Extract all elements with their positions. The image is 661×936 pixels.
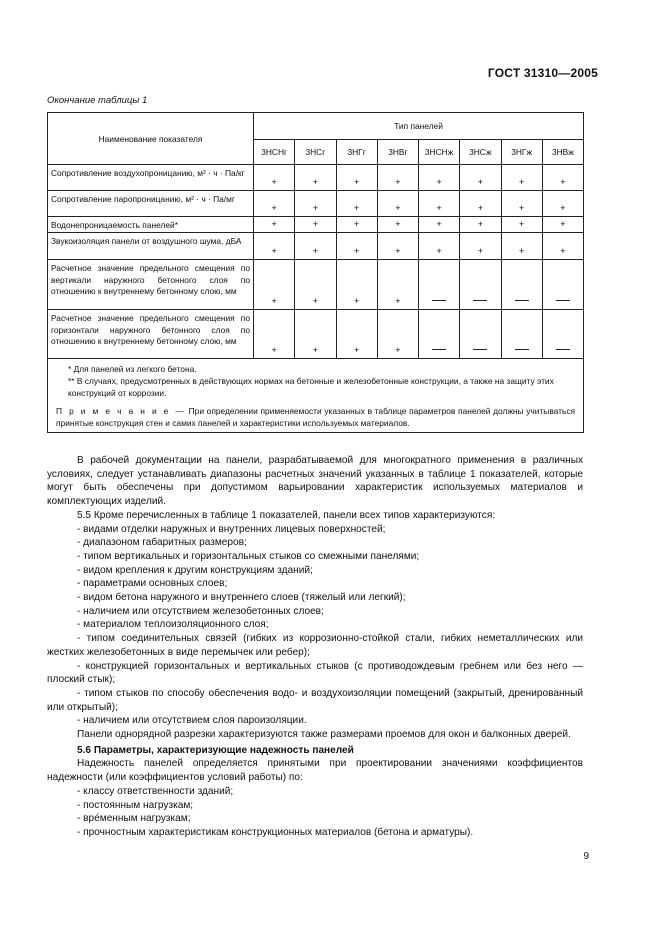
row-label: Расчетное значение предельного смещения по вертикали наружного бетонного слоя по отношению к внутреннему бетонному слою, мм bbox=[48, 260, 254, 310]
type-header: 3НГг bbox=[336, 140, 377, 165]
type-header: 3НСг bbox=[295, 140, 336, 165]
table-body bbox=[48, 165, 584, 359]
page-number: 9 bbox=[583, 851, 589, 862]
parameters-table bbox=[47, 112, 584, 433]
applicable-mark: + bbox=[254, 260, 295, 310]
applicable-mark: + bbox=[542, 217, 583, 233]
section-heading: 5.6 Параметры, характеризующие надежность панелей bbox=[77, 744, 354, 756]
type-header: 3НСНг bbox=[254, 140, 295, 165]
not-applicable-mark bbox=[501, 260, 542, 310]
row-label: Сопротивление воздухопроницанию, м² · ч · Па/кг bbox=[48, 165, 254, 191]
applicable-mark: + bbox=[542, 233, 583, 260]
applicable-mark: + bbox=[419, 191, 460, 217]
body-text bbox=[47, 454, 583, 840]
dash-mark bbox=[556, 300, 570, 301]
table-row bbox=[48, 310, 584, 359]
dash-mark bbox=[473, 349, 487, 350]
table-row bbox=[48, 260, 584, 310]
applicable-mark: + bbox=[254, 191, 295, 217]
dash-mark bbox=[515, 300, 529, 301]
applicable-mark: + bbox=[336, 191, 377, 217]
applicable-mark: + bbox=[295, 165, 336, 191]
applicable-mark: + bbox=[377, 191, 418, 217]
table-row bbox=[48, 191, 584, 217]
applicable-mark: + bbox=[295, 191, 336, 217]
applicable-mark: + bbox=[377, 165, 418, 191]
reliability-list bbox=[47, 785, 583, 840]
row-label: Сопротивление паропроницанию, м² · ч · Па/мг bbox=[48, 191, 254, 217]
table-notes bbox=[48, 359, 584, 433]
applicable-mark: + bbox=[295, 310, 336, 359]
footnote-1: * Для панелей из легкого бетона. bbox=[68, 364, 197, 374]
applicable-mark: + bbox=[336, 260, 377, 310]
column-header-name: Наименование показателя bbox=[48, 113, 254, 165]
list-item: - наличием или отсутствием железобетонных слоев; bbox=[77, 605, 324, 617]
applicable-mark: + bbox=[377, 217, 418, 233]
table-caption: Окончание таблицы 1 bbox=[47, 95, 148, 106]
table-row bbox=[48, 165, 584, 191]
applicable-mark: + bbox=[254, 165, 295, 191]
table-note bbox=[56, 405, 575, 429]
table-row bbox=[48, 233, 584, 260]
type-header: 3НСж bbox=[460, 140, 501, 165]
applicable-mark: + bbox=[377, 233, 418, 260]
note-label: П р и м е ч а н и е — bbox=[56, 406, 186, 416]
applicable-mark: + bbox=[336, 217, 377, 233]
list-item: - видами отделки наружных и внутренних лицевых поверхностей; bbox=[77, 523, 386, 535]
applicable-mark: + bbox=[295, 217, 336, 233]
clause-5-5: 5.5 Кроме перечисленных в таблице 1 показателей, панели всех типов характеризуются: bbox=[77, 509, 496, 521]
applicable-mark: + bbox=[460, 165, 501, 191]
paragraph: Надежность панелей определяется принятыми при проектировании значениями коэффициентов надежности (или коэффициентов условий работы) по: bbox=[47, 758, 583, 784]
applicable-mark: + bbox=[419, 217, 460, 233]
applicable-mark: + bbox=[295, 233, 336, 260]
dash-mark bbox=[432, 349, 446, 350]
not-applicable-mark bbox=[542, 260, 583, 310]
list-item: - диапазоном габаритных размеров; bbox=[77, 537, 247, 549]
paragraph: Панели однорядной разрезки характеризуются также размерами проемов для окон и балконных дверей. bbox=[77, 729, 571, 741]
list-item: - параметрами основных слоев; bbox=[77, 578, 228, 590]
applicable-mark: + bbox=[336, 233, 377, 260]
type-header: 3НСНж bbox=[419, 140, 460, 165]
applicable-mark: + bbox=[254, 217, 295, 233]
list-item: - типом стыков по способу обеспечения водо- и воздухоизоляции помещений (закрытый, дренированный или открытый); bbox=[47, 687, 583, 713]
note-text: При определении применяемости указанных в таблице параметров панелей должны учитываться принятые конструкция стен и самих панелей и характеристики используемых материалов. bbox=[56, 406, 576, 428]
applicable-mark: + bbox=[460, 191, 501, 217]
applicable-mark: + bbox=[460, 233, 501, 260]
column-group-header: Тип панелей bbox=[254, 113, 584, 140]
list-item: - видом бетона наружного и внутреннего слоев (тяжелый или легкий); bbox=[77, 592, 406, 604]
not-applicable-mark bbox=[501, 310, 542, 359]
list-item: - материалом теплоизоляционного слоя; bbox=[77, 619, 269, 631]
applicable-mark: + bbox=[336, 165, 377, 191]
applicable-mark: + bbox=[419, 165, 460, 191]
applicable-mark: + bbox=[501, 217, 542, 233]
dash-mark bbox=[473, 300, 487, 301]
type-header: 3НВж bbox=[542, 140, 583, 165]
type-header: 3НГж bbox=[501, 140, 542, 165]
row-label: Расчетное значение предельного смещения по горизонтали наружного бетонного слоя по отношению к внутреннему бетонному слою, мм bbox=[48, 310, 254, 359]
dash-mark bbox=[515, 349, 529, 350]
applicable-mark: + bbox=[542, 165, 583, 191]
list-item: - типом вертикальных и горизонтальных стыков со смежными панелями; bbox=[77, 550, 420, 562]
applicable-mark: + bbox=[542, 191, 583, 217]
applicable-mark: + bbox=[419, 233, 460, 260]
applicable-mark: + bbox=[501, 191, 542, 217]
applicable-mark: + bbox=[254, 233, 295, 260]
applicable-mark: + bbox=[336, 310, 377, 359]
list-item: - видом крепления к другим конструкциям зданий; bbox=[77, 564, 313, 576]
applicable-mark: + bbox=[501, 233, 542, 260]
applicable-mark: + bbox=[254, 310, 295, 359]
list-item: - конструкцией горизонтальных и вертикальных стыков (с противодождевым гребнем или без него — плоский стык); bbox=[47, 660, 583, 686]
applicable-mark: + bbox=[377, 260, 418, 310]
row-label: Водонепроницаемость панелей* bbox=[48, 217, 254, 233]
applicable-mark: + bbox=[460, 217, 501, 233]
dash-mark bbox=[556, 349, 570, 350]
list-item: - типом соединительных связей (гибких из коррозионно-стойкой стали, гибких неметаллических или жестких железобетонных в виде перемычек или ребер); bbox=[47, 633, 583, 658]
applicable-mark: + bbox=[501, 165, 542, 191]
footnote-2: ** В случаях, предусмотренных в действующих нормах на бетонные и железобетонные конструкции, а также на защиту этих конструкций от коррозии. bbox=[68, 376, 554, 398]
list-item: - постоянным нагрузкам; bbox=[77, 799, 194, 811]
characteristics-list-continued bbox=[47, 632, 583, 714]
characteristics-list bbox=[47, 523, 583, 633]
not-applicable-mark bbox=[419, 260, 460, 310]
not-applicable-mark bbox=[419, 310, 460, 359]
not-applicable-mark bbox=[460, 310, 501, 359]
list-item: - вре́менным нагрузкам; bbox=[77, 813, 191, 825]
row-label: Звукоизоляция панели от воздушного шума, дБА bbox=[48, 233, 254, 260]
not-applicable-mark bbox=[460, 260, 501, 310]
applicable-mark: + bbox=[295, 260, 336, 310]
paragraph: В рабочей документации на панели, разрабатываемой для многократного применения в различных условиях, следует устанавливать диапазоны расчетных значений указанных в таблице 1 показателей, которые могут быть обеспечены при допустимом варьировании характеристик используемых материалов и комплектующих изделий. bbox=[47, 455, 583, 508]
not-applicable-mark bbox=[542, 310, 583, 359]
table-row bbox=[48, 217, 584, 233]
list-item: - прочностным характеристикам конструкционных материалов (бетона и арматуры). bbox=[77, 826, 474, 838]
applicable-mark: + bbox=[377, 310, 418, 359]
standard-code: ГОСТ 31310—2005 bbox=[487, 66, 598, 80]
type-header: 3НВг bbox=[377, 140, 418, 165]
list-item: - классу ответственности зданий; bbox=[77, 785, 234, 797]
dash-mark bbox=[432, 300, 446, 301]
list-item: - наличием или отсутствием слоя пароизоляции. bbox=[77, 715, 307, 727]
